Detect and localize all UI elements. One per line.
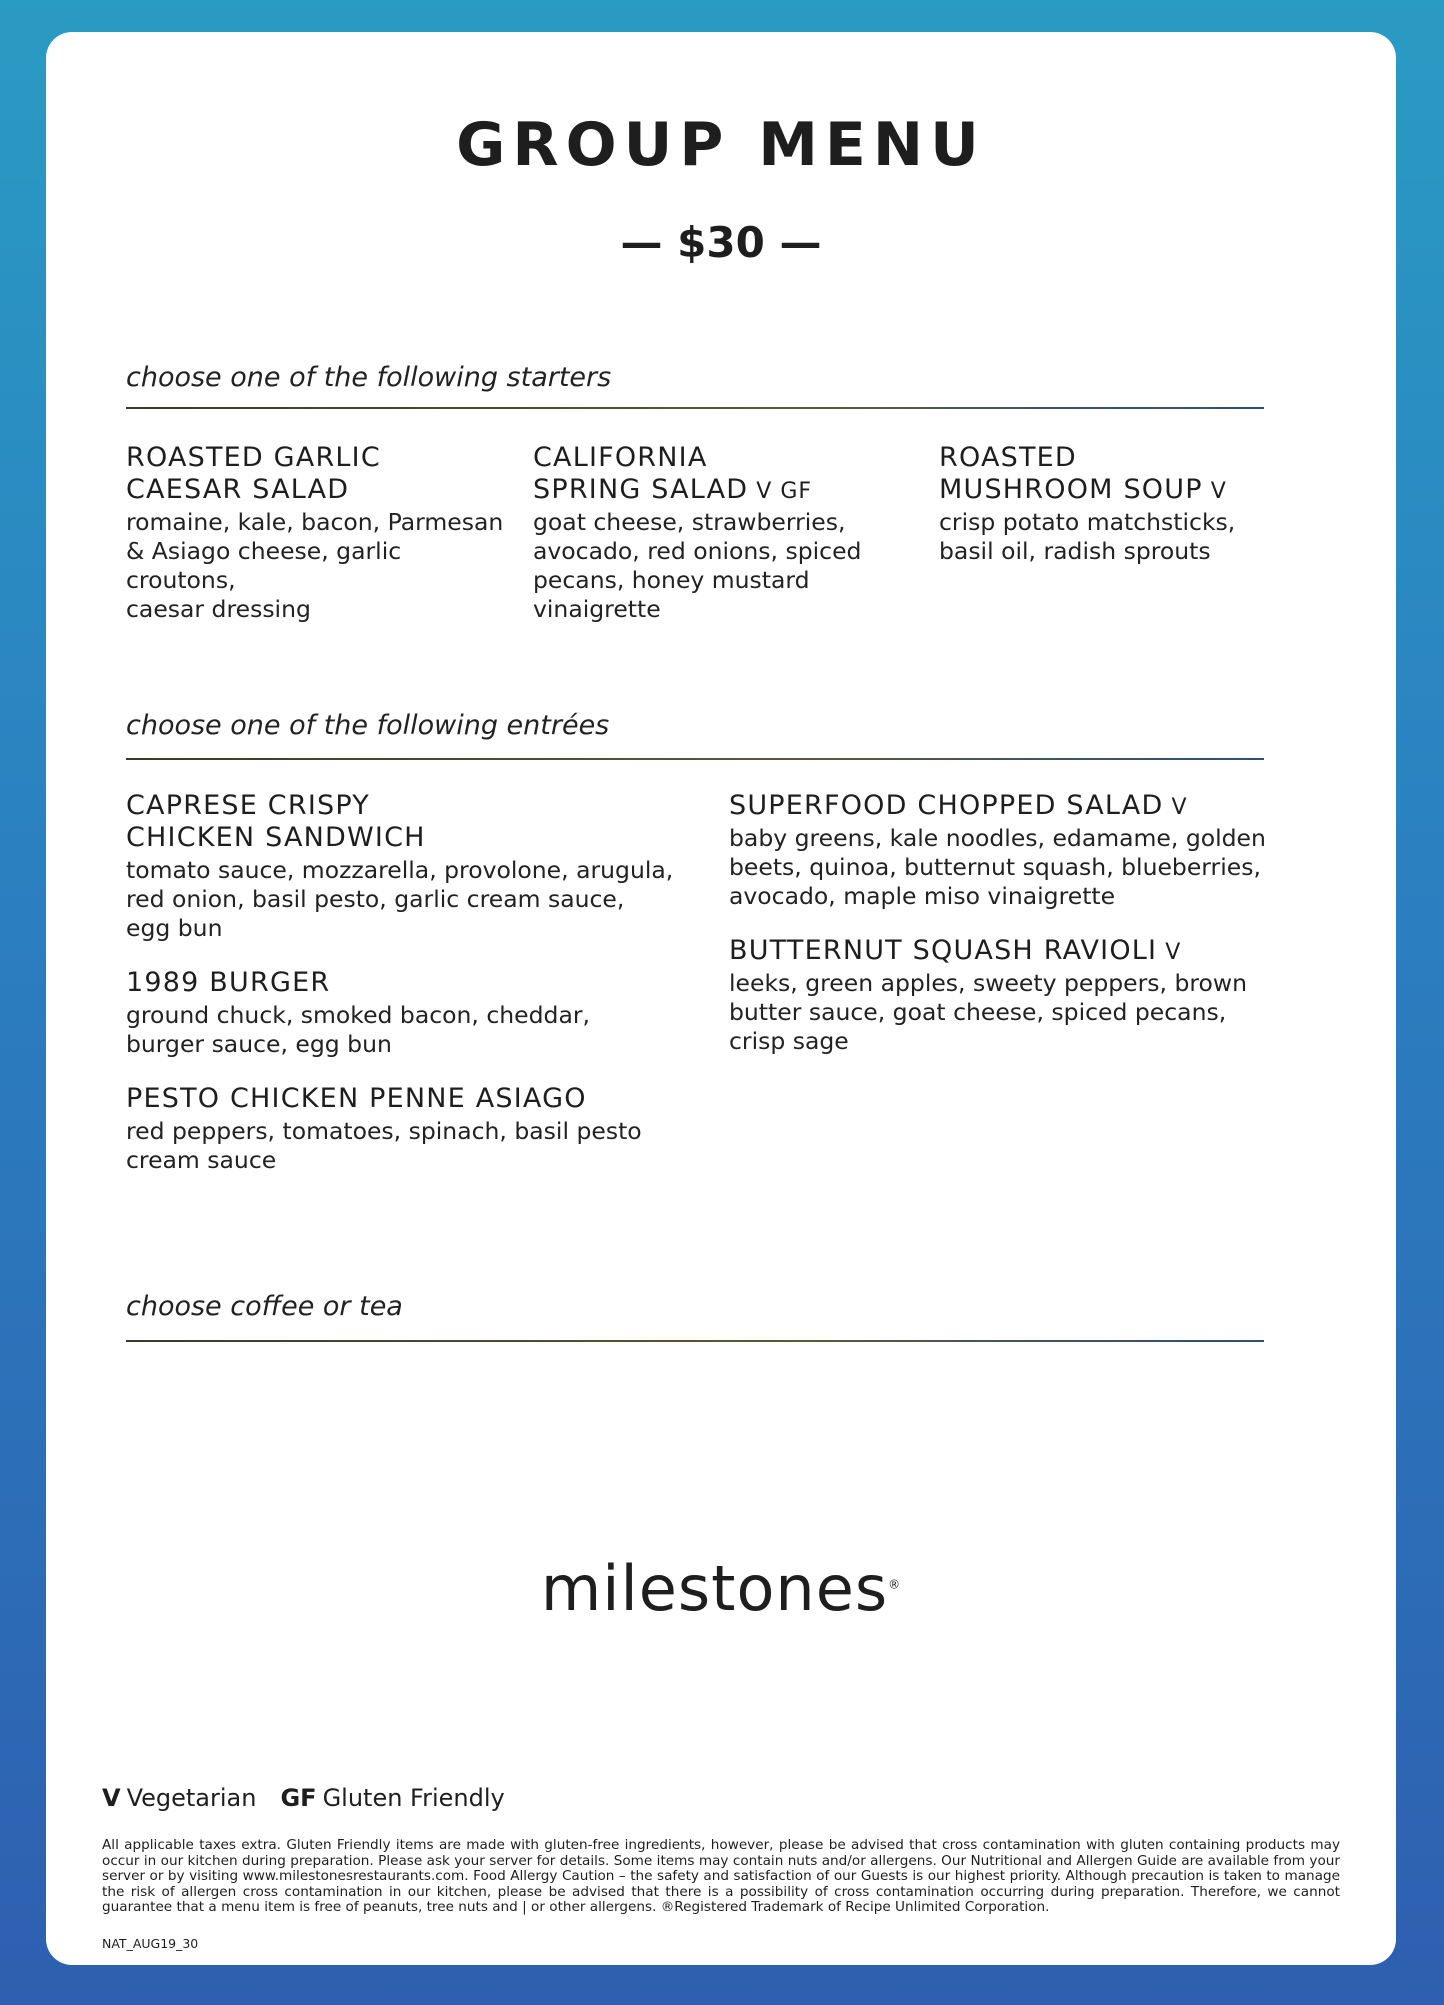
menu-card	[46, 32, 1396, 1965]
starter-name: ROASTED GARLIC CAESAR SALAD	[126, 442, 381, 505]
entree-item	[126, 790, 686, 943]
starter-item	[533, 442, 913, 624]
starter-name: ROASTED MUSHROOM SOUP V	[939, 442, 1227, 505]
starter-desc: goat cheese, strawberries, avocado, red onions, spiced pecans, honey mustard vinaigrette	[533, 508, 862, 623]
entree-item	[126, 967, 686, 1059]
starters-divider	[126, 407, 1264, 409]
diet-legend	[102, 1784, 505, 1812]
entree-item	[729, 790, 1289, 911]
diet-tag: V	[1165, 940, 1182, 965]
entree-name: PESTO CHICKEN PENNE ASIAGO	[126, 1083, 587, 1114]
starter-name: CALIFORNIA SPRING SALAD V GF	[533, 442, 813, 505]
entree-desc: tomato sauce, mozzarella, provolone, arugula, red onion, basil pesto, garlic cream sauce, egg bun	[126, 856, 674, 942]
entree-desc: leeks, green apples, sweety peppers, brown butter sauce, goat cheese, spiced pecans, crisp sage	[729, 969, 1248, 1055]
menu-price: — $30 —	[620, 218, 822, 267]
starter-item	[939, 442, 1319, 566]
registered-mark: ®	[888, 1577, 902, 1592]
menu-title: GROUP MENU	[456, 110, 986, 180]
starter-desc: crisp potato matchsticks, basil oil, radish sprouts	[939, 508, 1236, 565]
entree-item	[729, 935, 1289, 1056]
coffee-section-label: choose coffee or tea	[126, 1291, 403, 1322]
legend-v-label: Vegetarian	[126, 1784, 257, 1812]
starter-item	[126, 442, 506, 624]
menu-code: NAT_AUG19_30	[102, 1936, 199, 1951]
entree-name: SUPERFOOD CHOPPED SALAD V	[729, 790, 1188, 821]
entree-name: BUTTERNUT SQUASH RAVIOLI V	[729, 935, 1182, 966]
entree-item	[126, 1083, 686, 1175]
entree-desc: baby greens, kale noodles, edamame, golden beets, quinoa, butternut squash, blueberries, avocado, maple miso vinaigrette	[729, 824, 1266, 910]
legend-gf-label: Gluten Friendly	[322, 1784, 505, 1812]
entree-name: 1989 BURGER	[126, 967, 331, 998]
entree-desc: ground chuck, smoked bacon, cheddar, burger sauce, egg bun	[126, 1001, 591, 1058]
entree-desc: red peppers, tomatoes, spinach, basil pesto cream sauce	[126, 1117, 642, 1174]
starters-section-label: choose one of the following starters	[126, 362, 612, 393]
diet-tag: V GF	[756, 479, 813, 504]
legend-v-key: V	[102, 1784, 121, 1812]
legend-gf-key: GF	[280, 1784, 317, 1812]
entrees-divider	[126, 758, 1264, 760]
entree-name: CAPRESE CRISPY CHICKEN SANDWICH	[126, 790, 426, 853]
coffee-divider	[126, 1340, 1264, 1342]
diet-tag: V	[1171, 795, 1188, 820]
milestones-logo: milestones®	[540, 1552, 902, 1625]
allergen-disclaimer: All applicable taxes extra. Gluten Friendly items are made with gluten-free ingredients, however, please be advised that cross contamination with gluten containing products may occur in our kitchen during preparation. Please ask your server for details. Some items may contain nuts and/or allergens. Our Nutritional and Allergen Guide are available from your server or by visiting www.milestonesrestaurants.com. Food Allergy Caution – the safety and satisfaction of our Guests is our highest priority. Although precaution is taken to manage the risk of allergen cross contamination in our kitchen, please be advised that there is a possibility of cross contamination occurring during preparation. Therefore, we cannot guarantee that a menu item is free of peanuts, tree nuts and | or other allergens. ®Registered Trademark of Recipe Unlimited Corporation.	[102, 1837, 1340, 1915]
diet-tag: V	[1210, 479, 1227, 504]
starter-desc: romaine, kale, bacon, Parmesan & Asiago cheese, garlic croutons, caesar dressing	[126, 508, 504, 623]
entrees-section-label: choose one of the following entrées	[126, 710, 610, 741]
